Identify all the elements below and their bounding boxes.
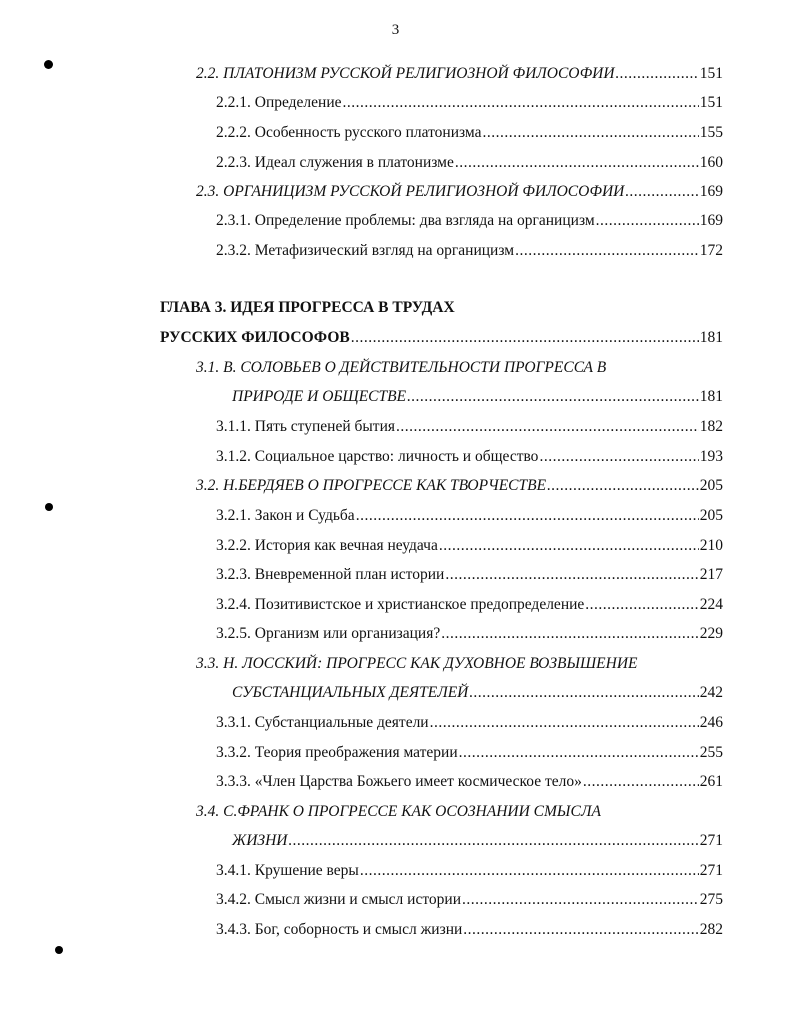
- toc-entry-title: 3.3.3. «Член Царства Божьего имеет космическое тело»: [216, 773, 582, 790]
- leader-dots: [583, 771, 699, 793]
- toc-entry-2-2-3[interactable]: [216, 152, 723, 174]
- toc-entry-2-2-2[interactable]: [216, 122, 723, 144]
- toc-entry-page: 205: [699, 507, 723, 524]
- leader-dots: [515, 240, 699, 262]
- toc-entry-3-1-1[interactable]: [216, 416, 723, 438]
- toc-entry-title: 2.2.2. Особенность русского платонизма: [216, 124, 482, 141]
- toc-entry-page: 172: [699, 242, 723, 259]
- toc-entry-3-3-2[interactable]: [216, 742, 723, 764]
- toc-entry-2-3[interactable]: [196, 181, 723, 203]
- leader-dots: [351, 327, 699, 349]
- leader-dots: [441, 623, 699, 645]
- toc-entry-3-3-heading: 3.3. Н. ЛОССКИЙ: ПРОГРЕСС КАК ДУХОВНОЕ ВОЗВЫШЕНИЕ: [196, 655, 638, 672]
- toc-entry-title: 3.3.1. Субстанциальные деятели: [216, 714, 429, 731]
- leader-dots: [396, 416, 699, 438]
- leader-dots: [547, 475, 699, 497]
- toc-entry-3-2-2[interactable]: [216, 535, 723, 557]
- toc-entry-page: 182: [699, 418, 723, 435]
- toc-entry-3-1-2[interactable]: [216, 446, 723, 468]
- toc-entry-page: 181: [699, 388, 723, 405]
- toc-entry-3-3-3[interactable]: [216, 771, 723, 793]
- toc-entry-title: 3.2.3. Вневременной план истории: [216, 566, 445, 583]
- toc-entry-page: 224: [699, 596, 723, 613]
- leader-dots: [407, 386, 699, 408]
- toc-entry-page: 229: [699, 625, 723, 642]
- toc-entry-page: 271: [699, 832, 723, 849]
- leader-dots: [360, 860, 699, 882]
- leader-dots: [596, 210, 699, 232]
- toc-entry-3-4[interactable]: [232, 830, 723, 852]
- leader-dots: [459, 742, 699, 764]
- leader-dots: [616, 63, 699, 85]
- toc-entry-3-4-heading: 3.4. С.ФРАНК О ПРОГРЕССЕ КАК ОСОЗНАНИИ СМЫСЛА: [196, 803, 601, 820]
- toc-entry-page: 193: [699, 448, 723, 465]
- toc-entry-3-3[interactable]: [232, 682, 723, 704]
- toc-entry-page: 205: [699, 477, 723, 494]
- leader-dots: [463, 919, 698, 941]
- toc-entry-title: 3.2.1. Закон и Судьба: [216, 507, 355, 524]
- toc-entry-page: 210: [699, 537, 723, 554]
- toc-entry-3-2-4[interactable]: [216, 594, 723, 616]
- toc-entry-page: 181: [699, 329, 723, 346]
- scan-speck-icon: [44, 60, 53, 69]
- toc-entry-2-2[interactable]: [196, 63, 723, 85]
- toc-entry-title: СУБСТАНЦИАЛЬНЫХ ДЕЯТЕЛЕЙ: [232, 684, 469, 701]
- leader-dots: [455, 152, 699, 174]
- toc-entry-title: 3.2.5. Организм или организация?: [216, 625, 441, 642]
- toc-entry-page: 155: [699, 124, 723, 141]
- toc-entry-3-1-heading: 3.1. В. СОЛОВЬЕВ О ДЕЙСТВИТЕЛЬНОСТИ ПРОГРЕССА В: [196, 359, 607, 376]
- toc-entry-title: 2.3. ОРГАНИЦИЗМ РУССКОЙ РЕЛИГИОЗНОЙ ФИЛОСОФИИ: [196, 183, 625, 200]
- leader-dots: [288, 830, 698, 852]
- toc-entry-page: 275: [699, 891, 723, 908]
- toc-entry-3-2-3[interactable]: [216, 564, 723, 586]
- toc-entry-2-2-1[interactable]: [216, 92, 723, 114]
- leader-dots: [445, 564, 698, 586]
- page-number: 3: [391, 22, 400, 38]
- toc-entry-title: 2.3.1. Определение проблемы: два взгляда на органицизм: [216, 212, 595, 229]
- chapter-3-heading: ГЛАВА 3. ИДЕЯ ПРОГРЕССА В ТРУДАХ: [160, 299, 455, 316]
- leader-dots: [356, 505, 699, 527]
- toc-entry-3-2[interactable]: [196, 475, 723, 497]
- toc-entry-title: 3.1.2. Социальное царство: личность и общество: [216, 448, 539, 465]
- toc-entry-title: 3.1.1. Пять ступеней бытия: [216, 418, 396, 435]
- toc-entry-title: ПРИРОДЕ И ОБЩЕСТВЕ: [232, 388, 407, 405]
- scan-speck-icon: [45, 503, 53, 511]
- toc-entry-page: 151: [699, 65, 723, 82]
- toc-entry-page: 271: [699, 862, 723, 879]
- toc-entry-page: 255: [699, 744, 723, 761]
- toc-entry-3-1[interactable]: [232, 386, 723, 408]
- toc-entry-page: 282: [699, 921, 723, 938]
- toc-entry-title: 3.2. Н.БЕРДЯЕВ О ПРОГРЕССЕ КАК ТВОРЧЕСТВЕ: [196, 477, 547, 494]
- toc-entry-title: 2.3.2. Метафизический взгляд на органицизм: [216, 242, 515, 259]
- leader-dots: [483, 122, 699, 144]
- leader-dots: [469, 682, 698, 704]
- toc-entry-3-3-1[interactable]: [216, 712, 723, 734]
- leader-dots: [343, 92, 699, 114]
- scan-speck-icon: [55, 946, 63, 954]
- leader-dots: [585, 594, 698, 616]
- toc-entry-3-4-1[interactable]: [216, 860, 723, 882]
- toc-entry-title: 3.3.2. Теория преображения материи: [216, 744, 458, 761]
- leader-dots: [539, 446, 698, 468]
- toc-entry-3-4-3[interactable]: [216, 919, 723, 941]
- leader-dots: [430, 712, 699, 734]
- leader-dots: [439, 535, 699, 557]
- toc-entry-title: 3.2.2. История как вечная неудача: [216, 537, 438, 554]
- toc-entry-page: 151: [699, 94, 723, 111]
- toc-entry-title: 2.2.3. Идеал служения в платонизме: [216, 154, 454, 171]
- toc-entry-page: 160: [699, 154, 723, 171]
- toc-entry-title: 3.2.4. Позитивистское и христианское предопределение: [216, 596, 585, 613]
- leader-dots: [625, 181, 698, 203]
- toc-entry-page: 242: [699, 684, 723, 701]
- toc-entry-chapter-3[interactable]: [160, 327, 723, 349]
- toc-entry-title: 3.4.3. Бог, соборность и смысл жизни: [216, 921, 463, 938]
- toc-entry-page: 169: [699, 183, 723, 200]
- toc-entry-title: РУССКИХ ФИЛОСОФОВ: [160, 329, 350, 346]
- toc-entry-title: 3.4.1. Крушение веры: [216, 862, 359, 879]
- toc-entry-3-4-2[interactable]: [216, 889, 723, 911]
- toc-entry-page: 261: [699, 773, 723, 790]
- toc-entry-3-2-5[interactable]: [216, 623, 723, 645]
- leader-dots: [462, 889, 699, 911]
- toc-entry-title: 3.4.2. Смысл жизни и смысл истории: [216, 891, 461, 908]
- toc-entry-title: ЖИЗНИ: [232, 832, 288, 849]
- toc-entry-3-2-1[interactable]: [216, 505, 723, 527]
- toc-entry-page: 217: [699, 566, 723, 583]
- toc-entry-2-3-1[interactable]: [216, 210, 723, 232]
- toc-entry-title: 2.2. ПЛАТОНИЗМ РУССКОЙ РЕЛИГИОЗНОЙ ФИЛОСОФИИ: [196, 65, 615, 82]
- toc-entry-2-3-2[interactable]: [216, 240, 723, 262]
- toc-entry-page: 246: [699, 714, 723, 731]
- toc-entry-page: 169: [699, 212, 723, 229]
- toc-entry-title: 2.2.1. Определение: [216, 94, 342, 111]
